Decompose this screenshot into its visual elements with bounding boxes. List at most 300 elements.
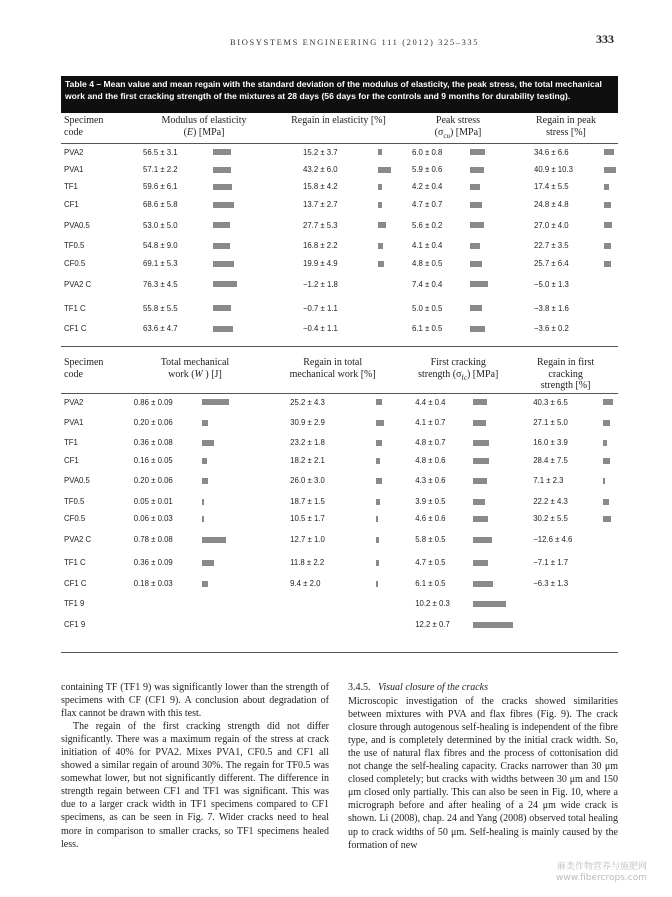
mean-value: 25.2 ± 4.3: [290, 397, 325, 407]
mean-value: 5.0 ± 0.5: [412, 303, 443, 313]
col-header-total-work: Total mechanical work (W ) [J]: [128, 355, 262, 393]
value-bar: [604, 261, 611, 267]
specimen-code: TF0.5: [64, 496, 85, 506]
mean-value: 55.8 ± 5.5: [143, 303, 178, 313]
specimen-code: TF1 9: [64, 599, 85, 609]
mean-value: 0.18 ± 0.03: [133, 578, 173, 588]
watermark-line-2: www.fibercrops.com: [556, 873, 647, 883]
value-cell-b: [275, 272, 402, 296]
value-bar: [378, 167, 391, 173]
value-cell-c: [402, 320, 514, 338]
value-bar: [470, 149, 485, 155]
mean-value: 4.2 ± 0.4: [412, 182, 443, 192]
specimen-code-cell: [61, 296, 133, 320]
value-bar: [376, 560, 379, 566]
value-cell-d: [513, 551, 618, 574]
value-bar: [470, 184, 480, 190]
value-bar: [470, 222, 484, 228]
value-cell-d: [513, 592, 618, 615]
left-paragraph-1: containing TF (TF1 9) was significantly lower than the strength of specimens with CF (CF1 9). A conclusion about degradation of flax cannot be drawn with this test.: [61, 682, 329, 720]
value-cell-c: [403, 411, 513, 434]
col-header-regain-elasticity: Regain in elasticity [%]: [275, 113, 402, 143]
value-bar: [603, 458, 610, 464]
value-bar: [470, 326, 485, 332]
mean-value: 12.2 ± 0.7: [415, 619, 450, 629]
table-row: [61, 161, 618, 179]
table-row: [61, 551, 618, 574]
section-title: Visual closure of the cracks: [378, 682, 488, 693]
mean-value: 10.2 ± 0.3: [415, 599, 450, 609]
specimen-code-cell: [61, 393, 128, 411]
value-cell-d: [514, 255, 618, 273]
value-cell-a: [128, 528, 262, 551]
mean-value: 12.7 ± 1.0: [290, 534, 325, 544]
value-cell-d: [513, 469, 618, 492]
value-cell-c: [403, 575, 513, 593]
value-bar: [473, 516, 488, 522]
col-header-specimen-code-2: Specimen code: [61, 355, 128, 393]
mean-value: −1.2 ± 1.8: [303, 279, 338, 289]
value-bar: [604, 184, 609, 190]
specimen-code-cell: [61, 213, 133, 237]
value-cell-c: [402, 296, 514, 320]
specimen-code: TF1 C: [64, 558, 86, 568]
mean-value: 17.4 ± 5.5: [534, 182, 569, 192]
specimen-code: TF1: [64, 438, 78, 448]
table-work-cracking-strength: [61, 355, 618, 633]
mean-value: 5.6 ± 0.2: [412, 220, 443, 230]
specimen-code: TF1 C: [64, 303, 86, 313]
value-cell-d: [514, 296, 618, 320]
value-bar: [473, 560, 488, 566]
value-cell-c: [403, 510, 513, 528]
specimen-code-cell: [61, 528, 128, 551]
specimen-code: CF1: [64, 199, 79, 209]
value-cell-b: [262, 551, 403, 574]
value-cell-b: [262, 469, 403, 492]
value-cell-a: [133, 196, 275, 214]
watermark-line-1: 麻类作物营养与施肥网: [556, 862, 647, 872]
specimen-code-cell: [61, 616, 128, 634]
mean-value: 27.1 ± 5.0: [533, 417, 568, 427]
mean-value: 0.20 ± 0.06: [133, 476, 173, 486]
value-cell-c: [402, 196, 514, 214]
mean-value: 5.8 ± 0.5: [415, 534, 446, 544]
value-cell-d: [513, 452, 618, 470]
value-bar: [470, 167, 484, 173]
value-cell-c: [402, 272, 514, 296]
mean-value: 4.7 ± 0.7: [412, 199, 443, 209]
value-cell-c: [403, 551, 513, 574]
left-paragraph-2: The regain of the first cracking strength did not differ significantly. There was a maximum regain of the stress at crack initiation of 40% for PVA2. Mixes PVA1, CF0.5 and CF1 all showed a similar regain of around 30%. The regain for TF0.5 was somewhat lower, but not significantly different. The difference in strength regain between CF1 and TF1 was significant. This was due to a larger crack width in TF1 specimens compared to CF1 specimens, as can be seen in Fig. 7. Wider cracks need to heal more in comparison to smaller cracks, so TF1 specimens healed less.: [61, 721, 329, 850]
value-cell-a: [128, 510, 262, 528]
value-cell-b: [262, 452, 403, 470]
value-bar: [213, 243, 230, 249]
specimen-code: PVA0.5: [64, 220, 90, 230]
value-bar: [202, 399, 229, 405]
value-cell-d: [514, 143, 618, 161]
mean-value: 3.9 ± 0.5: [415, 496, 446, 506]
value-bar: [202, 499, 204, 505]
section-heading: [348, 681, 618, 694]
mean-value: −0.7 ± 1.1: [303, 303, 338, 313]
table-row: [61, 452, 618, 470]
right-text-column: [348, 681, 618, 852]
mean-value: 54.8 ± 9.0: [143, 241, 178, 251]
specimen-code: PVA1: [64, 417, 84, 427]
mean-value: 9.4 ± 2.0: [290, 578, 321, 588]
mean-value: 10.5 ± 1.7: [290, 514, 325, 524]
specimen-code-cell: [61, 575, 128, 593]
mean-value: −3.6 ± 0.2: [534, 324, 569, 334]
specimen-code-cell: [61, 434, 128, 452]
value-bar: [470, 243, 480, 249]
mean-value: 26.0 ± 3.0: [290, 476, 325, 486]
table-bottom-rule: [61, 652, 618, 653]
value-bar: [603, 478, 605, 484]
value-bar: [202, 478, 208, 484]
specimen-code-cell: [61, 411, 128, 434]
value-cell-b: [262, 411, 403, 434]
value-bar: [378, 149, 382, 155]
mean-value: 68.6 ± 5.8: [143, 199, 178, 209]
table-row: [61, 510, 618, 528]
mean-value: 15.8 ± 4.2: [303, 182, 338, 192]
value-bar: [473, 499, 485, 505]
value-cell-d: [514, 272, 618, 296]
value-bar: [470, 305, 482, 311]
value-cell-c: [403, 469, 513, 492]
value-bar: [213, 149, 231, 155]
mean-value: 57.1 ± 2.2: [143, 164, 178, 174]
value-cell-b: [275, 161, 402, 179]
value-cell-a: [133, 296, 275, 320]
mean-value: 6.1 ± 0.5: [412, 324, 443, 334]
value-bar: [202, 440, 214, 446]
value-cell-b: [275, 296, 402, 320]
specimen-code: PVA1: [64, 164, 84, 174]
left-text-column: [61, 681, 329, 851]
col-header-regain-work: Regain in total mechanical work [%]: [262, 355, 403, 393]
value-cell-b: [275, 237, 402, 255]
mean-value: −3.8 ± 1.6: [534, 303, 569, 313]
watermark: [556, 862, 647, 884]
value-cell-a: [128, 434, 262, 452]
value-bar: [376, 458, 380, 464]
value-bar: [378, 261, 384, 267]
value-cell-c: [403, 393, 513, 411]
table-row: [61, 237, 618, 255]
mean-value: 16.0 ± 3.9: [533, 438, 568, 448]
value-bar: [604, 202, 611, 208]
specimen-code-cell: [61, 493, 128, 511]
value-cell-a: [128, 469, 262, 492]
table-row: [61, 143, 618, 161]
mean-value: 4.8 ± 0.5: [412, 258, 443, 268]
mean-value: 43.2 ± 6.0: [303, 164, 338, 174]
specimen-code: PVA2: [64, 397, 84, 407]
value-bar: [470, 281, 488, 287]
value-cell-b: [262, 510, 403, 528]
mean-value: 18.7 ± 1.5: [290, 496, 325, 506]
value-bar: [376, 420, 384, 426]
value-cell-a: [133, 161, 275, 179]
table-row: [61, 411, 618, 434]
value-bar: [473, 537, 492, 543]
specimen-code: CF0.5: [64, 514, 86, 524]
mean-value: 34.6 ± 6.6: [534, 147, 569, 157]
specimen-code-cell: [61, 196, 133, 214]
mean-value: 5.9 ± 0.6: [412, 164, 443, 174]
table-row: [61, 592, 618, 615]
specimen-code-cell: [61, 272, 133, 296]
mean-value: 18.2 ± 2.1: [290, 455, 325, 465]
value-cell-b: [262, 616, 403, 634]
mean-value: 40.9 ± 10.3: [534, 164, 573, 174]
value-cell-a: [128, 616, 262, 634]
value-bar: [604, 149, 614, 155]
value-cell-d: [513, 393, 618, 411]
table-row: [61, 296, 618, 320]
specimen-code-cell: [61, 237, 133, 255]
value-bar: [473, 458, 489, 464]
value-cell-c: [402, 161, 514, 179]
value-bar: [473, 440, 489, 446]
mean-value: 53.0 ± 5.0: [143, 220, 178, 230]
mean-value: 27.7 ± 5.3: [303, 220, 338, 230]
mean-value: 7.4 ± 0.4: [412, 279, 443, 289]
col-header-regain-cracking: Regain in first cracking strength [%]: [513, 355, 618, 393]
value-bar: [213, 167, 231, 173]
col-header-specimen-code: Specimen code: [61, 113, 133, 143]
table-row: [61, 196, 618, 214]
value-bar: [470, 202, 482, 208]
value-bar: [202, 458, 207, 464]
specimen-code: CF0.5: [64, 258, 86, 268]
value-bar: [213, 305, 231, 311]
value-cell-d: [514, 237, 618, 255]
col-header-first-cracking: First cracking strength $(\sigma_{fc})$ [MPa]: [403, 355, 513, 393]
value-cell-b: [262, 434, 403, 452]
value-bar: [473, 601, 506, 607]
right-paragraph: Microscopic investigation of the cracks showed similarities between mixtures with PVA and flax fibres (Fig. 9). The crack closure through autogenous self-healing is independent of the fibre type, and is completely determined by the initial crack width. So, the use of natural flax fibres and the process of cottonisation did not change the self-healing capacity. Cracks narrower than 30 μm closed completely; but cracks with widths between 30 μm and 150 μm closed only partially. This can also be seen in Fig. 10, where a micrograph before and after healing of a 24 μm wide crack is shown. Li (2008), chap. 24 and Yang (2008) observed total healing up to crack widths of 50 μm. Self-healing is mainly caused by the formation of new: [348, 696, 618, 851]
value-bar: [376, 516, 378, 522]
value-bar: [604, 243, 611, 249]
mean-value: 15.2 ± 3.7: [303, 147, 338, 157]
value-bar: [376, 478, 382, 484]
mean-value: 4.8 ± 0.6: [415, 455, 446, 465]
mean-value: 30.2 ± 5.5: [533, 514, 568, 524]
specimen-code-cell: [61, 452, 128, 470]
value-cell-a: [128, 393, 262, 411]
table-row: [61, 320, 618, 338]
mean-value: 63.6 ± 4.7: [143, 324, 178, 334]
col-header-modulus: Modulus of elasticity (E) [MPa]: [133, 113, 275, 143]
value-bar: [378, 202, 382, 208]
value-cell-a: [133, 320, 275, 338]
value-cell-d: [513, 434, 618, 452]
mean-value: 7.1 ± 2.3: [533, 476, 564, 486]
mean-value: −6.3 ± 1.3: [533, 578, 569, 588]
table-row: [61, 575, 618, 593]
value-bar: [213, 184, 232, 190]
value-bar: [603, 499, 609, 505]
mean-value: 6.0 ± 0.8: [412, 147, 443, 157]
value-cell-b: [262, 528, 403, 551]
value-bar: [378, 184, 382, 190]
value-cell-d: [513, 411, 618, 434]
mean-value: 69.1 ± 5.3: [143, 258, 178, 268]
value-cell-d: [513, 493, 618, 511]
table-row: [61, 213, 618, 237]
table-row: [61, 434, 618, 452]
value-bar: [213, 281, 237, 287]
value-bar: [603, 440, 607, 446]
value-cell-d: [514, 161, 618, 179]
value-bar: [213, 202, 234, 208]
value-cell-d: [513, 575, 618, 593]
specimen-code-cell: [61, 592, 128, 615]
table-row: [61, 178, 618, 196]
mean-value: 16.8 ± 2.2: [303, 241, 338, 251]
value-bar: [604, 222, 612, 228]
value-cell-a: [133, 237, 275, 255]
value-cell-b: [262, 493, 403, 511]
mean-value: −12.6 ± 4.6: [533, 534, 573, 544]
specimen-code: CF1: [64, 455, 79, 465]
specimen-code-cell: [61, 161, 133, 179]
specimen-code: TF0.5: [64, 241, 85, 251]
mean-value: 11.8 ± 2.2: [290, 558, 325, 568]
value-cell-b: [275, 178, 402, 196]
value-cell-c: [403, 592, 513, 615]
mean-value: 0.06 ± 0.03: [133, 514, 173, 524]
value-cell-b: [275, 196, 402, 214]
mean-value: 30.9 ± 2.9: [290, 417, 325, 427]
value-cell-c: [403, 493, 513, 511]
specimen-code-cell: [61, 178, 133, 196]
value-cell-d: [514, 196, 618, 214]
mean-value: 0.20 ± 0.06: [133, 417, 173, 427]
value-cell-a: [128, 452, 262, 470]
mean-value: 25.7 ± 6.4: [534, 258, 569, 268]
value-bar: [603, 420, 610, 426]
value-bar: [202, 516, 204, 522]
col-header-peak-stress: Peak stress $(\sigma_{cu})$ [MPa]: [402, 113, 514, 143]
specimen-code: PVA0.5: [64, 476, 90, 486]
specimen-code: CF1 C: [64, 578, 87, 588]
mean-value: 27.0 ± 4.0: [534, 220, 569, 230]
value-cell-c: [402, 213, 514, 237]
value-bar: [378, 243, 383, 249]
value-cell-b: [262, 575, 403, 593]
specimen-code-cell: [61, 320, 133, 338]
value-cell-c: [403, 452, 513, 470]
specimen-code-cell: [61, 510, 128, 528]
col-header-regain-peak-stress: Regain in peak stress [%]: [514, 113, 618, 143]
value-bar: [202, 560, 214, 566]
value-cell-c: [402, 178, 514, 196]
mean-value: 0.86 ± 0.09: [133, 397, 173, 407]
mean-value: 0.36 ± 0.09: [133, 558, 173, 568]
value-cell-a: [128, 493, 262, 511]
value-cell-b: [275, 255, 402, 273]
value-bar: [378, 222, 386, 228]
value-cell-d: [514, 213, 618, 237]
value-bar: [213, 261, 234, 267]
value-cell-c: [403, 528, 513, 551]
mean-value: 19.9 ± 4.9: [303, 258, 338, 268]
value-cell-c: [402, 237, 514, 255]
value-cell-c: [403, 434, 513, 452]
value-cell-a: [128, 551, 262, 574]
mean-value: 22.2 ± 4.3: [533, 496, 568, 506]
value-cell-d: [513, 616, 618, 634]
value-cell-b: [275, 213, 402, 237]
value-cell-d: [513, 510, 618, 528]
value-cell-a: [128, 575, 262, 593]
value-bar: [202, 420, 208, 426]
value-cell-a: [133, 213, 275, 237]
table-row: [61, 272, 618, 296]
mean-value: 56.5 ± 3.1: [143, 147, 178, 157]
specimen-code-cell: [61, 551, 128, 574]
mean-value: −0.4 ± 1.1: [303, 324, 338, 334]
mean-value: 4.8 ± 0.7: [415, 438, 446, 448]
value-cell-a: [133, 272, 275, 296]
value-bar: [603, 516, 611, 522]
value-bar: [213, 222, 230, 228]
value-bar: [473, 478, 487, 484]
section-number: 3.4.5.: [348, 682, 371, 693]
value-cell-c: [402, 255, 514, 273]
value-cell-b: [262, 592, 403, 615]
mean-value: −7.1 ± 1.7: [533, 558, 569, 568]
value-bar: [376, 581, 378, 587]
value-bar: [213, 326, 233, 332]
table-row: [61, 469, 618, 492]
mean-value: 76.3 ± 4.5: [143, 279, 178, 289]
value-bar: [376, 440, 382, 446]
value-cell-d: [514, 320, 618, 338]
value-bar: [604, 167, 616, 173]
mean-value: 6.1 ± 0.5: [415, 578, 446, 588]
mean-value: 0.78 ± 0.08: [133, 534, 173, 544]
value-bar: [376, 399, 382, 405]
mean-value: 22.7 ± 3.5: [534, 241, 569, 251]
mean-value: 0.36 ± 0.08: [133, 438, 173, 448]
mean-value: 0.05 ± 0.01: [133, 496, 173, 506]
mean-value: 23.2 ± 1.8: [290, 438, 325, 448]
table-row: [61, 528, 618, 551]
page-number: 333: [596, 32, 614, 46]
specimen-code: CF1 9: [64, 619, 86, 629]
value-cell-d: [513, 528, 618, 551]
specimen-code-cell: [61, 255, 133, 273]
value-bar: [473, 581, 493, 587]
table-row: [61, 393, 618, 411]
value-cell-a: [133, 178, 275, 196]
specimen-code: CF1 C: [64, 324, 87, 334]
mean-value: 4.3 ± 0.6: [415, 476, 446, 486]
mean-value: 28.4 ± 7.5: [533, 455, 568, 465]
specimen-code: TF1: [64, 182, 78, 192]
mean-value: 59.6 ± 6.1: [143, 182, 178, 192]
value-cell-c: [403, 616, 513, 634]
value-bar: [603, 399, 613, 405]
mean-value: 4.1 ± 0.7: [415, 417, 446, 427]
mean-value: 13.7 ± 2.7: [303, 199, 338, 209]
